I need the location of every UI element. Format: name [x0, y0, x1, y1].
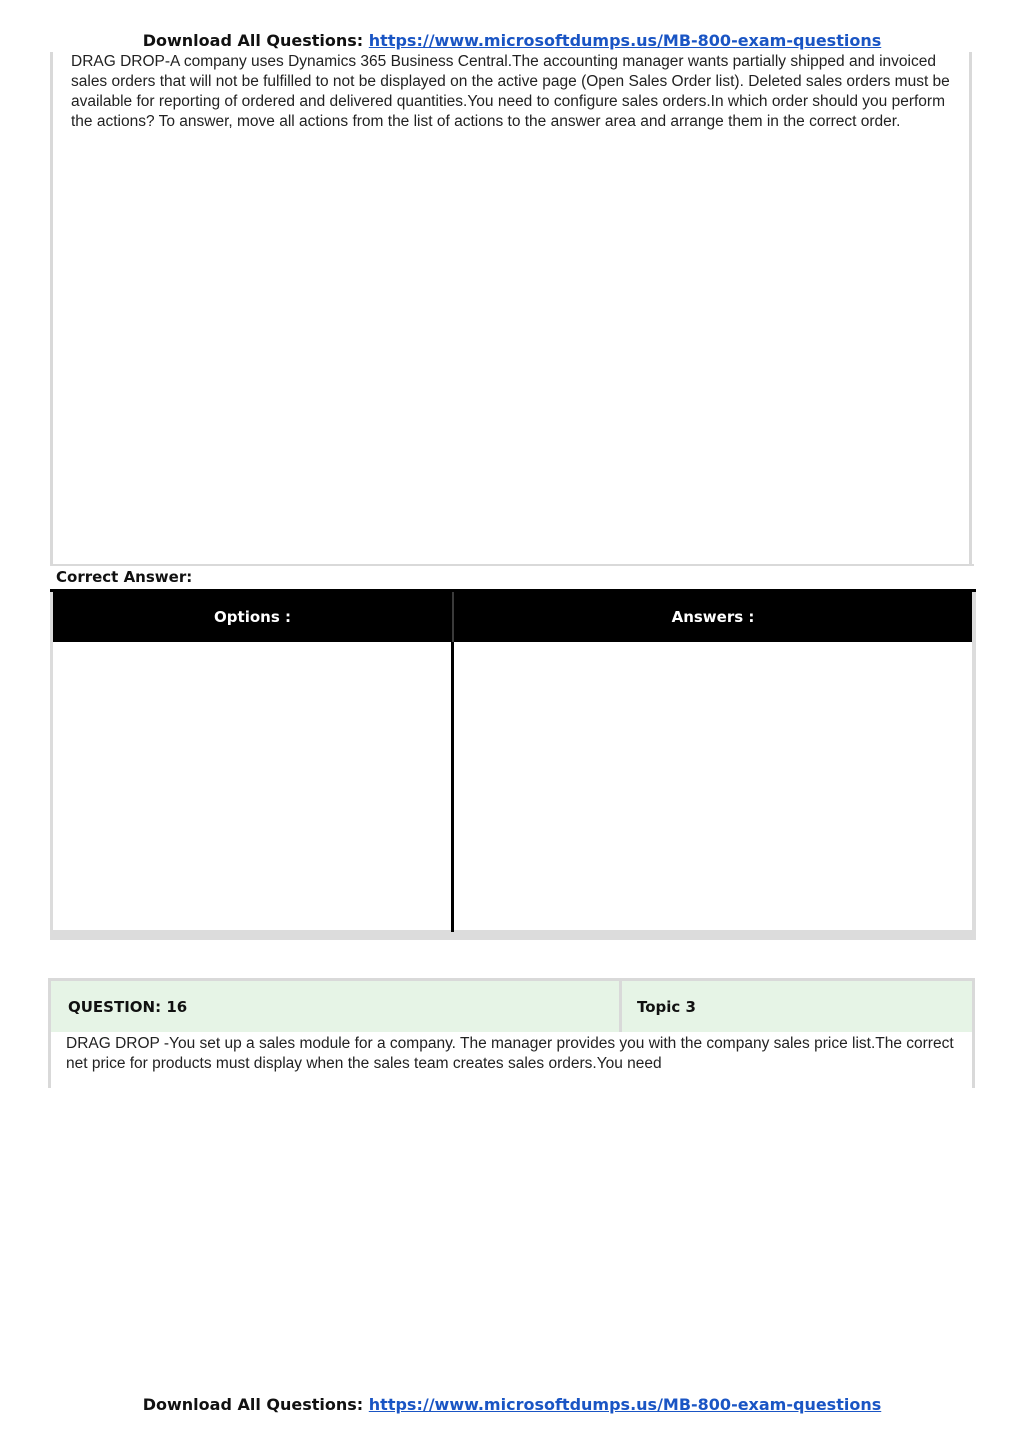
answer-table	[50, 589, 976, 940]
correct-answer-label: Correct Answer:	[56, 568, 193, 586]
header-separator	[619, 981, 622, 1032]
answers-drop-area[interactable]	[454, 642, 972, 930]
question-16-card	[48, 978, 975, 1088]
divider	[50, 564, 974, 566]
download-banner-top	[0, 31, 1024, 50]
question-16-text: DRAG DROP -You set up a sales module for a company. The manager provides you with the company sales price list.The correct net price for products must display when the sales team creates sales orders.You need	[66, 1035, 954, 1072]
question-number: QUESTION: 16	[68, 997, 188, 1016]
download-label: Download All Questions:	[142, 1395, 364, 1414]
question-15-card	[50, 52, 972, 564]
question-16-header	[51, 981, 972, 1032]
answers-header: Answers :	[454, 592, 972, 642]
options-header: Options :	[53, 592, 452, 642]
download-link[interactable]: https://www.microsoftdumps.us/MB-800-exam-questions	[368, 1395, 882, 1414]
download-link[interactable]: https://www.microsoftdumps.us/MB-800-exam-questions	[368, 31, 882, 50]
topic-label: Topic 3	[637, 997, 696, 1016]
download-label: Download All Questions:	[142, 31, 364, 50]
question-15-text: DRAG DROP-A company uses Dynamics 365 Business Central.The accounting manager wants partially shipped and invoiced sales orders that will not be fulfilled to not be displayed on the active page (Open Sales Order list). Deleted sales orders must be available for reporting of ordered and delivered quantities.You need to configure sales orders.In which order should you perform the actions? To answer, move all actions from the list of actions to the answer area and arrange them in the correct order.	[71, 53, 950, 130]
download-banner-bottom	[0, 1395, 1024, 1414]
options-drop-area[interactable]	[53, 642, 451, 930]
